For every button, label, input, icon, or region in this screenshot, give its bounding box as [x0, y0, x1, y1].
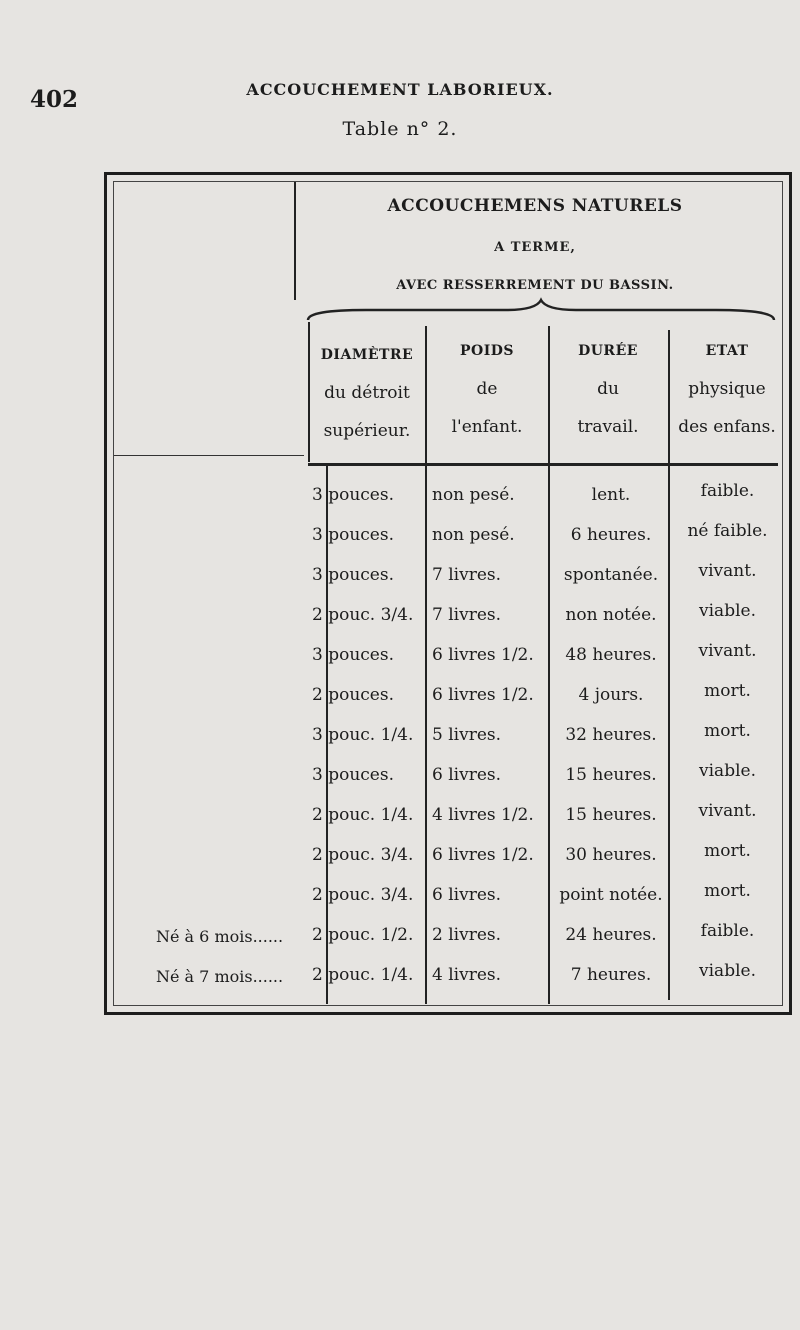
- table-cell: non pesé.: [432, 525, 515, 545]
- table-cell: 15 heures.: [565, 765, 657, 785]
- group-heading-line1: ACCOUCHEMENS NATURELS: [387, 196, 683, 216]
- column-header-diametre: DIAMÈTRE du détroit supérieur.: [320, 347, 414, 441]
- table-cell: 3 pouces.: [312, 525, 394, 545]
- table-cell: non pesé.: [432, 485, 515, 505]
- table-cell: 6 livres.: [432, 885, 502, 905]
- table-cell: 2 pouc. 1/4.: [312, 805, 414, 825]
- header-rule: [114, 455, 304, 456]
- table-cell: 6 livres 1/2.: [432, 845, 534, 865]
- table-cell: 3 pouces.: [312, 765, 394, 785]
- table-cell: 2 pouces.: [312, 685, 394, 705]
- left-column-divider: [294, 182, 296, 300]
- table-cell: lent.: [591, 485, 631, 505]
- table-cell: spontanée.: [563, 565, 659, 585]
- table-cell: vivant.: [698, 801, 757, 821]
- table-cell: non notée.: [565, 605, 657, 625]
- row-label: Né à 7 mois......: [156, 967, 284, 986]
- table-cell: né faible.: [687, 521, 768, 541]
- running-head: ACCOUCHEMENT LABORIEUX.: [246, 80, 554, 99]
- column-divider: [425, 326, 427, 1004]
- table-cell: 6 heures.: [570, 525, 652, 545]
- group-heading-line3: AVEC RESSERREMENT DU BASSIN.: [396, 278, 674, 293]
- column-header-etat: ETAT physique des enfans.: [678, 343, 776, 437]
- table-cell: 4 jours.: [578, 685, 644, 705]
- column-divider: [668, 330, 670, 1000]
- column-divider: [548, 326, 550, 1004]
- table-cell: 4 livres 1/2.: [432, 805, 534, 825]
- table-cell: 2 livres.: [432, 925, 502, 945]
- body-rule: [308, 463, 778, 466]
- table-cell: faible.: [700, 481, 755, 501]
- table-cell: 15 heures.: [565, 805, 657, 825]
- brace-icon: [306, 296, 776, 326]
- table-cell: 6 livres 1/2.: [432, 645, 534, 665]
- table-cell: faible.: [700, 921, 755, 941]
- table-cell: 2 pouc. 1/4.: [312, 965, 414, 985]
- table-cell: 24 heures.: [565, 925, 657, 945]
- table-cell: 5 livres.: [432, 725, 502, 745]
- table-cell: 3 pouces.: [312, 485, 394, 505]
- table-cell: 7 livres.: [432, 605, 502, 625]
- table-cell: 6 livres.: [432, 765, 502, 785]
- column-header-duree: DURÉE du travail.: [577, 343, 639, 437]
- table-cell: point notée.: [559, 885, 663, 905]
- table-cell: 4 livres.: [432, 965, 502, 985]
- table-cell: 2 pouc. 3/4.: [312, 885, 414, 905]
- table-cell: vivant.: [698, 561, 757, 581]
- table-cell: 6 livres 1/2.: [432, 685, 534, 705]
- table-title: Table n° 2.: [342, 118, 458, 140]
- table-cell: 7 heures.: [570, 965, 652, 985]
- table-cell: mort.: [704, 881, 751, 901]
- table-cell: 48 heures.: [565, 645, 657, 665]
- table-cell: 2 pouc. 1/2.: [312, 925, 414, 945]
- row-label: Né à 6 mois......: [156, 927, 284, 946]
- column-header-poids: POIDS de l'enfant.: [451, 343, 523, 437]
- table-cell: vivant.: [698, 641, 757, 661]
- table-cell: 30 heures.: [565, 845, 657, 865]
- table-cell: mort.: [704, 841, 751, 861]
- table-cell: mort.: [704, 681, 751, 701]
- table-cell: mort.: [704, 721, 751, 741]
- table-cell: 3 pouc. 1/4.: [312, 725, 414, 745]
- table-cell: 7 livres.: [432, 565, 502, 585]
- column-divider: [308, 322, 310, 462]
- table-cell: viable.: [699, 961, 756, 981]
- table-cell: 32 heures.: [565, 725, 657, 745]
- group-heading-line2: A TERME,: [494, 240, 576, 255]
- page-number: 402: [30, 86, 79, 113]
- table-cell: viable.: [699, 761, 756, 781]
- table-cell: 2 pouc. 3/4.: [312, 605, 414, 625]
- table-cell: 3 pouces.: [312, 565, 394, 585]
- table-cell: 2 pouc. 3/4.: [312, 845, 414, 865]
- table-cell: viable.: [699, 601, 756, 621]
- table-cell: 3 pouces.: [312, 645, 394, 665]
